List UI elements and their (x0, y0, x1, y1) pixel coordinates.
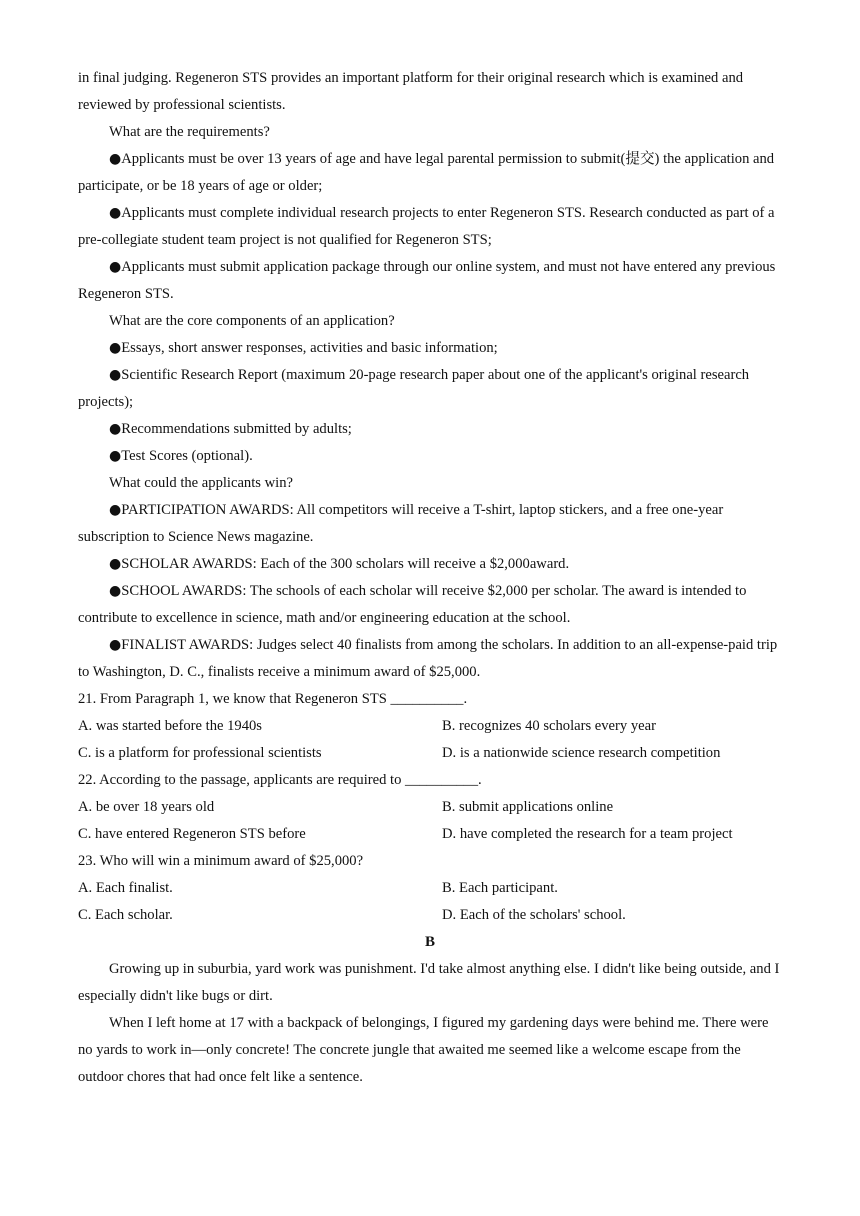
passage-b-paragraph: When I left home at 17 with a backpack of belongings, I figured my gardening days were behind me. There were no yards to work in—only concrete! The concrete jungle that awaited me seemed like a welcome escape from the outdoor chores that had once felt like a sentence. (78, 1015, 769, 1085)
requirements-heading: What are the requirements? (109, 124, 270, 140)
option-a: A. was started before the 1940s (78, 718, 262, 734)
component-item: ● Recommendations submitted by adults; (78, 416, 782, 443)
requirement-item: ● Applicants must be over 13 years of age and have legal parental permission to submit(提交) the application and participate, or be 18 years of age or older; (78, 146, 782, 200)
option-c: C. Each scholar. (78, 907, 173, 923)
passage-b-title: B (424, 934, 435, 950)
question-21-stem: 21. From Paragraph 1, we know that Regeneron STS __________. (78, 691, 468, 707)
award-item: ● SCHOLAR AWARDS: Each of the 300 scholars will receive a $2,000award. (78, 551, 782, 578)
awards-heading: What could the applicants win? (109, 475, 293, 491)
question-22-stem: 22. According to the passage, applicants are required to __________. (78, 772, 482, 788)
option-b: B. recognizes 40 scholars every year (442, 718, 656, 734)
components-heading: What are the core components of an application? (109, 313, 395, 329)
option-d: D. Each of the scholars' school. (442, 907, 626, 923)
requirement-item: ● Applicants must submit application package through our online system, and must not have entered any previous Regeneron STS. (78, 254, 782, 308)
component-item: ● Scientific Research Report (maximum 20-page research paper about one of the applicant's original research projects); (78, 362, 782, 416)
question-21-options (78, 713, 782, 767)
option-d: D. is a nationwide science research competition (442, 745, 721, 761)
award-item: ● SCHOOL AWARDS: The schools of each scholar will receive $2,000 per scholar. The award is intended to contribute to excellence in science, math and/or engineering education at the school. (78, 578, 782, 632)
option-b: B. submit applications online (442, 799, 614, 815)
question-23-stem: 23. Who will win a minimum award of $25,000? (78, 853, 364, 869)
requirement-item: ● Applicants must complete individual research projects to enter Regeneron STS. Research conducted as part of a pre-collegiate student team project is not qualified for Regeneron STS; (78, 200, 782, 254)
option-a: A. be over 18 years old (78, 799, 215, 815)
award-item: ● FINALIST AWARDS: Judges select 40 finalists from among the scholars. In addition to an all-expense-paid trip to Washington, D. C., finalists receive a minimum award of $25,000. (78, 632, 782, 686)
passage-b-paragraph: Growing up in suburbia, yard work was punishment. I'd take almost anything else. I didn't like being outside, and I especially didn't like bugs or dirt. (78, 961, 780, 1004)
option-a: A. Each finalist. (78, 880, 173, 896)
option-c: C. is a platform for professional scientists (78, 745, 322, 761)
component-item: ● Essays, short answer responses, activities and basic information; (78, 335, 782, 362)
passage-a-intro: in final judging. Regeneron STS provides an important platform for their original research which is examined and reviewed by professional scientists. (78, 70, 744, 113)
component-item: ● Test Scores (optional). (78, 443, 782, 470)
option-b: B. Each participant. (442, 880, 558, 896)
question-23-options (78, 875, 782, 929)
award-item: ● PARTICIPATION AWARDS: All competitors will receive a T-shirt, laptop stickers, and a free one-year subscription to Science News magazine. (78, 497, 782, 551)
option-d: D. have completed the research for a team project (442, 826, 733, 842)
question-22-options (78, 794, 782, 848)
option-c: C. have entered Regeneron STS before (78, 826, 306, 842)
